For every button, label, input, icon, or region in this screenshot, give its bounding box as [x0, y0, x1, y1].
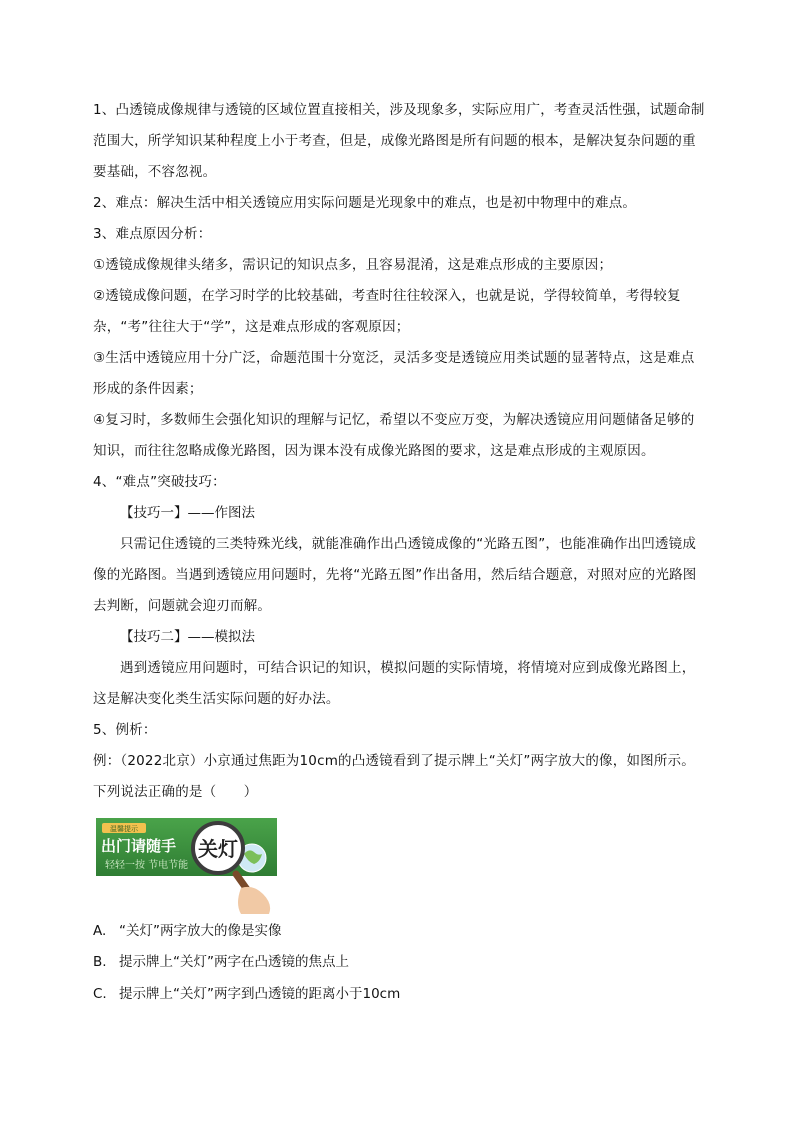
- magnified-text: 关灯: [198, 837, 238, 861]
- example-question: 例：（2022北京）小京通过焦距为10cm的凸透镜看到了提示牌上“关灯”两字放大的像，如图所示。下列说法正确的是（ ）: [93, 753, 695, 800]
- paragraph-5: 5、例析：: [93, 722, 157, 738]
- option-a-text: “关灯”两字放大的像是实像: [119, 923, 282, 939]
- tip2-body: 遇到透镜应用问题时，可结合识记的知识，模拟问题的实际情境，将情境对应到成像光路图上，这是解决变化类生活实际问题的好办法。: [93, 660, 696, 707]
- reason-2: ②透镜成像问题，在学习时学的比较基础，考查时往往较深入，也就是说，学得较简单，考得较复杂，“考”往往大于“学”，这是难点形成的客观原因；: [93, 288, 681, 335]
- sign-figure: [96, 818, 277, 914]
- sign-line2: 轻轻一按 节电节能: [105, 860, 189, 871]
- option-a-label: A.: [93, 923, 107, 939]
- paragraph-2: 2、难点：解决生活中相关透镜应用实际问题是光现象中的难点，也是初中物理中的难点。: [93, 195, 637, 211]
- badge-text: 温馨提示: [110, 825, 138, 833]
- sign-illustration: [96, 818, 277, 914]
- paragraph-3: 3、难点原因分析：: [93, 226, 212, 242]
- paragraph-1: 1、凸透镜成像规律与透镜的区域位置直接相关，涉及现象多，实际应用广，考查灵活性强，试题命制范围大，所学知识某种程度上小于考查，但是，成像光路图是所有问题的根本，是解决复杂问题的重要基础，不容忽视。: [93, 102, 705, 180]
- tip1-body: 只需记住透镜的三类特殊光线，就能准确作出凸透镜成像的“光路五图”，也能准确作出凹透镜成像的光路图。当遇到透镜应用问题时，先将“光路五图”作出备用，然后结合题意，对照对应的光路图去判断，问题就会迎刃而解。: [93, 536, 697, 614]
- reason-1: ①透镜成像规律头绪多，需识记的知识点多，且容易混淆，这是难点形成的主要原因；: [93, 257, 613, 273]
- tip1-title: 【技巧一】——作图法: [120, 505, 255, 521]
- tip2-title: 【技巧二】——模拟法: [120, 629, 255, 645]
- option-a: [93, 916, 282, 947]
- reason-3: ③生活中透镜应用十分广泛，命题范围十分宽泛，灵活多变是透镜应用类试题的显著特点，这是难点形成的条件因素；: [93, 350, 695, 397]
- option-c-text: 提示牌上“关灯”两字到凸透镜的距离小于10cm: [119, 986, 401, 1002]
- sign-line1: 出门请随手: [101, 837, 177, 855]
- paragraph-4: 4、“难点”突破技巧：: [93, 474, 226, 490]
- option-b: [93, 947, 349, 978]
- hand-icon: [238, 887, 270, 914]
- reason-4: ④复习时，多数师生会强化知识的理解与记忆，希望以不变应万变，为解决透镜应用问题储备足够的知识，而往往忽略成像光路图，因为课本没有成像光路图的要求，这是难点形成的主观原因。: [93, 412, 695, 459]
- option-b-text: 提示牌上“关灯”两字在凸透镜的焦点上: [119, 954, 349, 970]
- option-c: [93, 979, 400, 1010]
- option-c-label: C.: [93, 986, 107, 1002]
- option-b-label: B.: [93, 954, 107, 970]
